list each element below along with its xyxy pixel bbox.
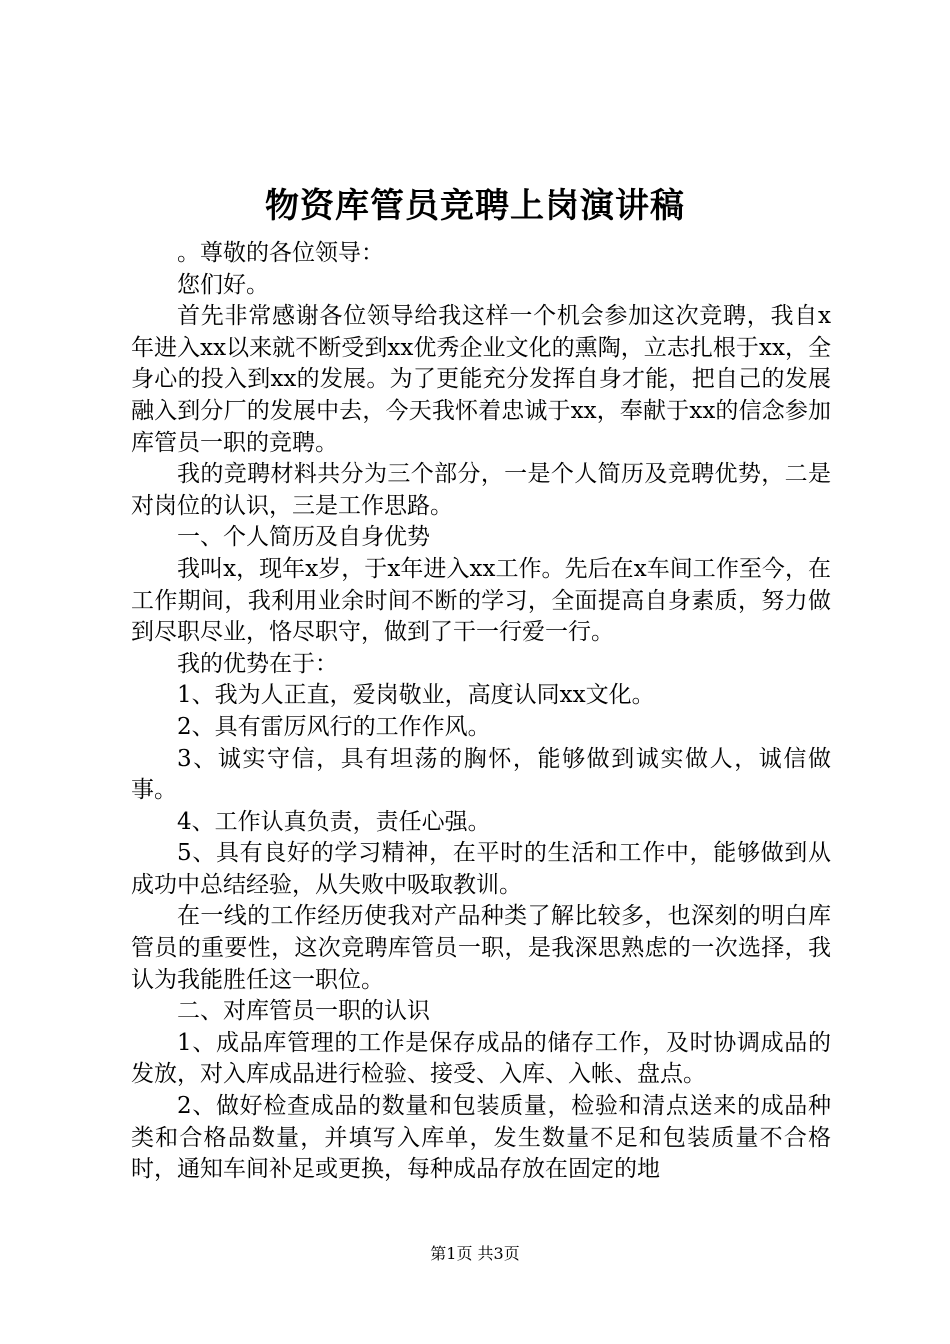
paragraph-advantages-lead: 我的优势在于： [177,650,338,677]
paragraph-greeting: 您们好。 [177,271,269,298]
paragraph-resume: 我叫x，现年x岁，于x年进入xx工作。先后在x车间工作至今，在工作期间，我利用业余时间不断的学习，全面提高自身素质，努力做到尽职尽业，恪尽职守，做到了干一行爱一行。 [131,555,831,646]
page-footer: 第1页 共3页 [430,1244,520,1263]
list-item-advantage-4: 4、工作认真负责，责任心强。 [177,808,491,835]
list-item-advantage-2: 2、具有雷厉风行的工作作风。 [177,713,491,740]
list-item-duty-2: 2、做好检查成品的数量和包装质量，检验和清点送来的成品种类和合格品数量，并填写入库单，发生数量不足和包装质量不合格时，通知车间补足或更换，每种成品存放在固定的地 [131,1093,831,1183]
list-item-duty-1: 1、成品库管理的工作是保存成品的储存工作，及时协调成品的发放，对入库成品进行检验、接受、入库、入帐、盘点。 [131,1029,831,1088]
list-item-advantage-3: 3、诚实守信，具有坦荡的胸怀，能够做到诚实做人，诚信做事。 [131,745,831,804]
document-title: 物资库管员竞聘上岗演讲稿 [265,186,685,226]
paragraph-outline: 我的竞聘材料共分为三个部分，一是个人简历及竞聘优势，二是对岗位的认识，三是工作思路。 [131,461,831,519]
document-body [131,238,831,1186]
list-item-advantage-5: 5、具有良好的学习精神，在平时的生活和工作中，能够做到从成功中总结经验，从失败中吸取教训。 [131,840,831,898]
paragraph-experience: 在一线的工作经历使我对产品种类了解比较多，也深刻的明白库管员的重要性，这次竞聘库管员一职，是我深思熟虑的一次选择，我认为我能胜任这一职位。 [131,903,831,993]
section-heading-1: 一、个人简历及自身优势 [177,524,430,551]
paragraph-salutation: 。尊敬的各位领导： [177,240,384,266]
list-item-advantage-1: 1、我为人正直，爱岗敬业，高度认同xx文化。 [177,682,655,709]
section-heading-2: 二、对库管员一职的认识 [177,998,430,1025]
paragraph-intro: 首先非常感谢各位领导给我这样一个机会参加这次竞聘，我自x年进入xx以来就不断受到xx优秀企业文化的熏陶，立志扎根于xx，全身心的投入到xx的发展。为了更能充分发挥自身才能，把自己的发展融入到分厂的发展中去，今天我怀着忠诚于xx，奉献于xx的信念参加库管员一职的竞聘。 [131,303,831,456]
